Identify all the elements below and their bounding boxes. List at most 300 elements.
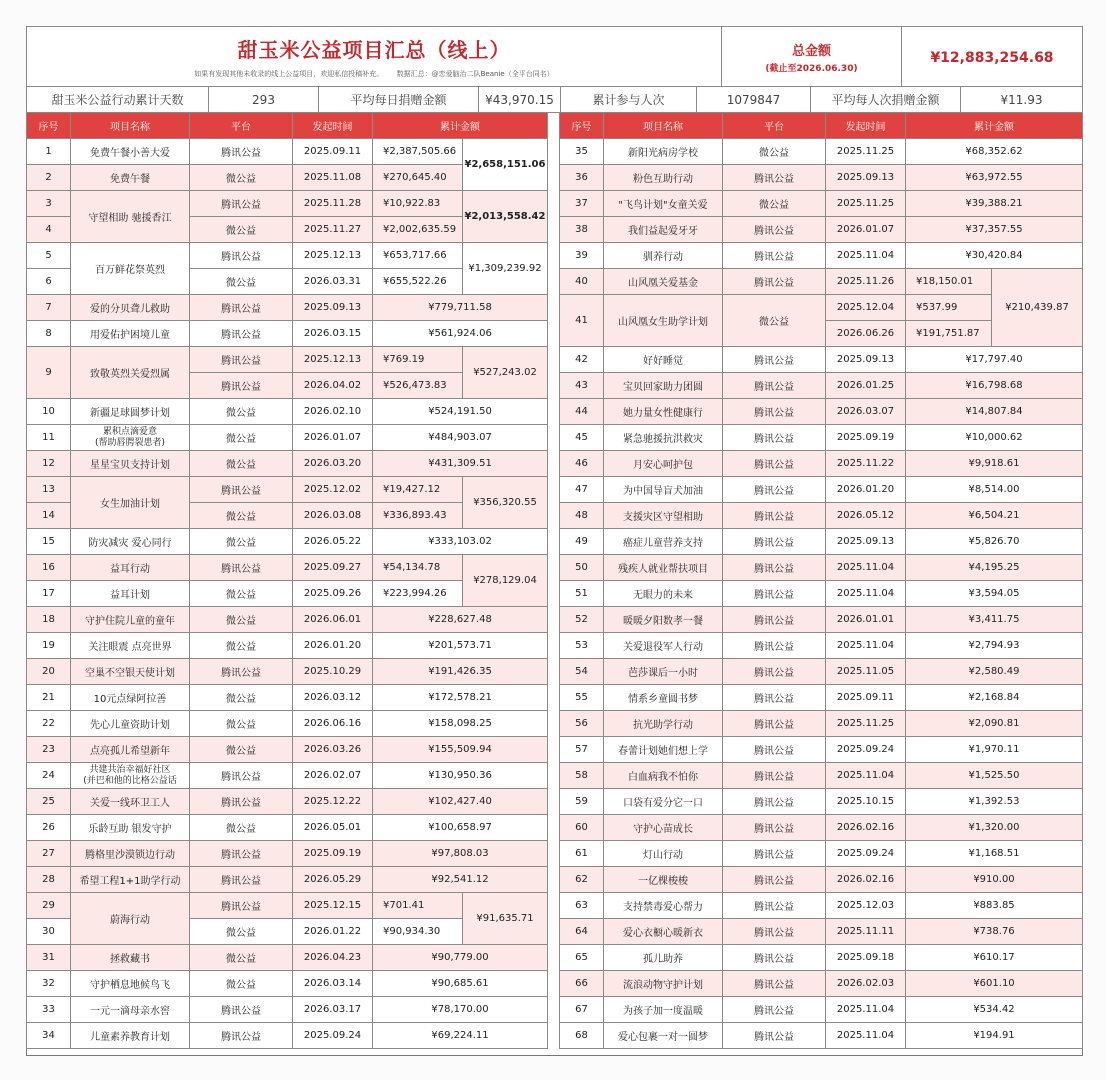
table-row (560, 243, 1083, 269)
project-name (604, 139, 723, 165)
project-name (71, 165, 190, 191)
project-name-text: 紧急驰援抗洪救灾 (623, 434, 703, 445)
project-name (71, 971, 190, 997)
start-date: 2026.01.01 (826, 607, 906, 633)
amount: ¥63,972.55 (906, 165, 1083, 191)
table-row (27, 607, 548, 633)
row-number: 66 (560, 971, 604, 997)
project-name (604, 191, 723, 217)
row-number: 48 (560, 503, 604, 529)
start-date: 2025.09.11 (826, 685, 906, 711)
project-name (604, 997, 723, 1023)
start-date: 2025.10.29 (293, 659, 373, 685)
platform: 微公益 (723, 295, 826, 347)
project-name (71, 763, 190, 789)
platform: 微公益 (190, 633, 293, 659)
start-date: 2026.02.03 (826, 971, 906, 997)
table-row (27, 841, 548, 867)
start-date: 2026.03.08 (293, 503, 373, 529)
project-name-text: 月安心呵护包 (633, 460, 693, 471)
project-name-text: 关爱一线环卫工人 (90, 798, 170, 809)
project-name (604, 607, 723, 633)
project-name (604, 815, 723, 841)
table-row (27, 477, 548, 503)
amount: ¥18,150.01 (906, 269, 992, 295)
project-name-text: 百万鲜花祭英烈 (95, 265, 165, 276)
table-row (560, 425, 1083, 451)
platform: 腾讯公益 (723, 841, 826, 867)
amount: ¥194.91 (906, 1023, 1083, 1049)
row-number: 52 (560, 607, 604, 633)
amount: ¥484,903.07 (373, 425, 548, 451)
stats-table (26, 86, 1083, 113)
row-number: 39 (560, 243, 604, 269)
table-row (27, 425, 548, 451)
start-date: 2026.02.16 (826, 867, 906, 893)
project-name (604, 581, 723, 607)
project-name-text: 免费午餐 (110, 174, 150, 185)
start-date: 2025.09.13 (826, 165, 906, 191)
platform: 微公益 (190, 607, 293, 633)
platform: 腾讯公益 (190, 1023, 293, 1049)
start-date: 2026.03.12 (293, 685, 373, 711)
project-name (604, 451, 723, 477)
column-header: 序号 (27, 113, 71, 139)
row-number: 4 (27, 217, 71, 243)
start-date: 2025.11.05 (826, 659, 906, 685)
project-name (71, 295, 190, 321)
table-row (27, 633, 548, 659)
row-number: 20 (27, 659, 71, 685)
project-name (604, 555, 723, 581)
amount: ¥2,002,635.59 (373, 217, 463, 243)
table-row (27, 399, 548, 425)
platform: 腾讯公益 (723, 243, 826, 269)
project-name-text: 星星宝贝支持计划 (90, 460, 170, 471)
platform: 腾讯公益 (723, 945, 826, 971)
table-row (560, 1023, 1083, 1049)
start-date: 2026.03.26 (293, 737, 373, 763)
project-name (604, 893, 723, 919)
start-date: 2026.04.02 (293, 373, 373, 399)
amount: ¥158,098.25 (373, 711, 548, 737)
table-row (27, 763, 548, 789)
project-name-text: 灯山行动 (643, 850, 683, 861)
platform: 腾讯公益 (723, 451, 826, 477)
start-date: 2025.11.04 (826, 633, 906, 659)
start-date: 2025.11.04 (826, 763, 906, 789)
amount: ¥172,578.21 (373, 685, 548, 711)
row-number: 36 (560, 165, 604, 191)
amount: ¥1,525.50 (906, 763, 1083, 789)
platform: 微公益 (190, 919, 293, 945)
start-date: 2025.12.04 (826, 295, 906, 321)
platform: 腾讯公益 (190, 477, 293, 503)
amount: ¥191,751.87 (906, 321, 992, 347)
project-name (604, 711, 723, 737)
row-number: 30 (27, 919, 71, 945)
row-number: 40 (560, 269, 604, 295)
platform: 腾讯公益 (723, 269, 826, 295)
table-row (560, 633, 1083, 659)
column-header: 项目名称 (604, 113, 723, 139)
row-number: 3 (27, 191, 71, 217)
start-date: 2025.11.04 (826, 243, 906, 269)
row-number: 37 (560, 191, 604, 217)
project-name-text: 为中国导盲犬加油 (623, 486, 703, 497)
row-number: 11 (27, 425, 71, 451)
start-date: 2026.02.07 (293, 763, 373, 789)
platform: 腾讯公益 (723, 711, 826, 737)
start-date: 2026.05.22 (293, 529, 373, 555)
people-label: 累计参与人次 (561, 87, 697, 113)
project-name-text: 一亿棵梭梭 (638, 876, 688, 887)
project-name (71, 555, 190, 581)
row-number: 8 (27, 321, 71, 347)
table-row (560, 737, 1083, 763)
amount: ¥1,392.53 (906, 789, 1083, 815)
row-number: 24 (27, 763, 71, 789)
project-name-text: 希望工程1+1助学行动 (79, 876, 181, 887)
project-name (71, 191, 190, 243)
project-name (71, 139, 190, 165)
project-name-text: 情系乡童圆书梦 (628, 694, 698, 705)
table-row (27, 737, 548, 763)
amount: ¥5,826.70 (906, 529, 1083, 555)
platform: 腾讯公益 (723, 529, 826, 555)
table-row (27, 815, 548, 841)
note-right: 数据汇总：@恋爱脑治二队Beanie（全平台同名） (396, 70, 554, 78)
platform: 腾讯公益 (723, 971, 826, 997)
row-number: 47 (560, 477, 604, 503)
platform: 腾讯公益 (723, 789, 826, 815)
project-name (604, 243, 723, 269)
row-number: 43 (560, 373, 604, 399)
amount: ¥883.85 (906, 893, 1083, 919)
platform: 腾讯公益 (190, 347, 293, 373)
project-name-text: 防灾减灾 爱心同行 (88, 538, 172, 549)
project-name (71, 243, 190, 295)
table-row (560, 139, 1083, 165)
project-name (71, 425, 190, 451)
project-name (604, 763, 723, 789)
table-row (27, 893, 548, 919)
table-row (560, 815, 1083, 841)
amount: ¥336,893.43 (373, 503, 463, 529)
platform: 微公益 (190, 269, 293, 295)
row-number: 15 (27, 529, 71, 555)
platform: 微公益 (723, 191, 826, 217)
row-number: 49 (560, 529, 604, 555)
group-total: ¥1,309,239.92 (463, 243, 548, 295)
row-number: 13 (27, 477, 71, 503)
project-name-text: 驯养行动 (643, 252, 683, 263)
amount: ¥17,797.40 (906, 347, 1083, 373)
start-date: 2026.04.23 (293, 945, 373, 971)
amount: ¥102,427.40 (373, 789, 548, 815)
column-header: 序号 (560, 113, 604, 139)
total-date: (截止至2026.06.30) (765, 63, 858, 74)
start-date: 2025.09.19 (826, 425, 906, 451)
start-date: 2026.03.07 (826, 399, 906, 425)
project-name (604, 633, 723, 659)
amount: ¥97,808.03 (373, 841, 548, 867)
amount: ¥3,411.75 (906, 607, 1083, 633)
project-name-text: 腾格里沙漠锁边行动 (85, 850, 175, 861)
amount: ¥270,645.40 (373, 165, 463, 191)
start-date: 2025.11.08 (293, 165, 373, 191)
people-value: 1079847 (697, 87, 811, 113)
project-name (71, 1023, 190, 1049)
daily-label: 平均每日捐赠金额 (319, 87, 479, 113)
project-name-text: 白血病我不怕你 (628, 772, 698, 783)
row-number: 31 (27, 945, 71, 971)
table-row (560, 685, 1083, 711)
project-name (71, 737, 190, 763)
project-name (71, 633, 190, 659)
row-number: 56 (560, 711, 604, 737)
project-name (71, 789, 190, 815)
project-name-text: 山风凰女生助学计划 (618, 317, 708, 328)
project-name (604, 867, 723, 893)
platform: 腾讯公益 (723, 659, 826, 685)
row-number: 58 (560, 763, 604, 789)
table-row (560, 373, 1083, 399)
project-name (604, 685, 723, 711)
amount: ¥92,541.12 (373, 867, 548, 893)
amount: ¥4,195.25 (906, 555, 1083, 581)
start-date: 2026.02.10 (293, 399, 373, 425)
project-name-text: 支持禁毒爱心帮力 (623, 902, 703, 913)
amount: ¥10,922.83 (373, 191, 463, 217)
row-number: 46 (560, 451, 604, 477)
row-number: 22 (27, 711, 71, 737)
project-name-text: 益耳行动 (110, 564, 150, 575)
table-row (560, 529, 1083, 555)
project-name-text: 致敬英烈关爱烈属 (90, 369, 170, 380)
platform: 腾讯公益 (723, 997, 826, 1023)
header-table (26, 26, 1083, 87)
platform: 腾讯公益 (190, 243, 293, 269)
start-date: 2026.06.26 (826, 321, 906, 347)
amount: ¥769.19 (373, 347, 463, 373)
project-name (71, 893, 190, 945)
start-date: 2025.09.24 (293, 1023, 373, 1049)
start-date: 2026.01.22 (293, 919, 373, 945)
project-name (604, 503, 723, 529)
project-name (604, 347, 723, 373)
project-name-text: 一元一滴母亲水窖 (90, 1006, 170, 1017)
amount: ¥601.10 (906, 971, 1083, 997)
project-name-text: 累积点滴爱意 (帮助唇腭裂患者) (94, 426, 166, 448)
platform: 腾讯公益 (723, 581, 826, 607)
total-label-cell (722, 27, 902, 87)
project-name (604, 269, 723, 295)
platform: 微公益 (190, 945, 293, 971)
amount: ¥2,794.93 (906, 633, 1083, 659)
project-name-text: 守护住院儿童的童年 (85, 616, 175, 627)
project-name (71, 997, 190, 1023)
start-date: 2025.09.26 (293, 581, 373, 607)
project-name-text: 关爱退役军人行动 (623, 642, 703, 653)
row-number: 44 (560, 399, 604, 425)
platform: 腾讯公益 (190, 841, 293, 867)
table-row (560, 503, 1083, 529)
start-date: 2025.12.13 (293, 243, 373, 269)
platform: 腾讯公益 (723, 815, 826, 841)
table-row (27, 529, 548, 555)
row-number: 50 (560, 555, 604, 581)
platform: 微公益 (723, 139, 826, 165)
amount: ¥610.17 (906, 945, 1083, 971)
row-number: 21 (27, 685, 71, 711)
platform: 腾讯公益 (723, 399, 826, 425)
project-name-text: 口袋有爱分它一口 (623, 798, 703, 809)
row-number: 6 (27, 269, 71, 295)
table-row (27, 789, 548, 815)
start-date: 2025.09.24 (826, 737, 906, 763)
platform: 腾讯公益 (723, 555, 826, 581)
page-title: 甜玉米公益项目汇总（线上） (237, 38, 511, 62)
start-date: 2025.10.15 (826, 789, 906, 815)
project-name-text: 乐龄互助 银发守护 (88, 824, 172, 835)
amount: ¥655,522.26 (373, 269, 463, 295)
amount: ¥534.42 (906, 997, 1083, 1023)
amount: ¥1,970.11 (906, 737, 1083, 763)
amount: ¥2,387,505.66 (373, 139, 463, 165)
row-number: 65 (560, 945, 604, 971)
platform: 腾讯公益 (723, 425, 826, 451)
start-date: 2026.06.01 (293, 607, 373, 633)
amount: ¥1,168.51 (906, 841, 1083, 867)
group-total: ¥278,129.04 (463, 555, 548, 607)
column-header: 累计金额 (906, 113, 1083, 139)
days-label: 甜玉米公益行动累计天数 (27, 87, 209, 113)
platform: 微公益 (190, 815, 293, 841)
row-number: 5 (27, 243, 71, 269)
total-value: ¥12,883,254.68 (930, 49, 1054, 66)
row-number: 1 (27, 139, 71, 165)
start-date: 2025.11.25 (826, 139, 906, 165)
table-row (560, 997, 1083, 1023)
project-name-text: 宝贝回家助力团圆 (623, 382, 703, 393)
project-name-text: 点亮孤儿希望新年 (90, 746, 170, 757)
table-row (560, 399, 1083, 425)
platform: 微公益 (190, 399, 293, 425)
project-name (604, 217, 723, 243)
table-row (560, 477, 1083, 503)
daily-value: ¥43,970.15 (479, 87, 561, 113)
project-name-text: 守护心苗成长 (633, 824, 693, 835)
project-name-text: 爱的分贝聋儿救助 (90, 304, 170, 315)
table-row (27, 945, 548, 971)
row-number: 59 (560, 789, 604, 815)
platform: 腾讯公益 (190, 789, 293, 815)
project-name-text: 暖暖夕阳数孝一餐 (623, 616, 703, 627)
platform: 腾讯公益 (190, 191, 293, 217)
platform: 腾讯公益 (190, 295, 293, 321)
amount: ¥68,352.62 (906, 139, 1083, 165)
amount: ¥431,309.51 (373, 451, 548, 477)
amount: ¥90,779.00 (373, 945, 548, 971)
platform: 腾讯公益 (723, 685, 826, 711)
table-row (27, 243, 548, 269)
row-number: 55 (560, 685, 604, 711)
table-row (27, 685, 548, 711)
platform: 微公益 (190, 165, 293, 191)
row-number: 68 (560, 1023, 604, 1049)
table-row (27, 867, 548, 893)
amount: ¥19,427.12 (373, 477, 463, 503)
platform: 微公益 (190, 425, 293, 451)
start-date: 2025.09.11 (293, 139, 373, 165)
project-name-text: 用爱佑护困境儿童 (90, 330, 170, 341)
project-name (71, 581, 190, 607)
start-date: 2026.06.16 (293, 711, 373, 737)
start-date: 2025.11.28 (293, 191, 373, 217)
start-date: 2025.11.04 (826, 555, 906, 581)
platform: 腾讯公益 (723, 477, 826, 503)
platform: 微公益 (190, 711, 293, 737)
project-name (604, 789, 723, 815)
project-name (604, 971, 723, 997)
table-row (560, 945, 1083, 971)
amount: ¥54,134.78 (373, 555, 463, 581)
per-value: ¥11.93 (961, 87, 1083, 113)
platform: 腾讯公益 (190, 555, 293, 581)
project-name (71, 685, 190, 711)
start-date: 2025.09.13 (826, 529, 906, 555)
table-row (27, 1023, 548, 1049)
platform: 腾讯公益 (190, 139, 293, 165)
table-row (560, 347, 1083, 373)
table-row (27, 191, 548, 217)
start-date: 2025.12.03 (826, 893, 906, 919)
row-number: 51 (560, 581, 604, 607)
platform: 微公益 (190, 451, 293, 477)
project-name-text: 守望相助 驰援香江 (88, 213, 172, 224)
per-label: 平均每人次捐赠金额 (811, 87, 961, 113)
project-name-text: 好好睡觉 (643, 356, 683, 367)
amount: ¥910.00 (906, 867, 1083, 893)
start-date: 2025.11.27 (293, 217, 373, 243)
start-date: 2025.11.26 (826, 269, 906, 295)
row-number: 41 (560, 295, 604, 347)
row-number: 16 (27, 555, 71, 581)
start-date: 2026.01.25 (826, 373, 906, 399)
amount: ¥524,191.50 (373, 399, 548, 425)
amount: ¥653,717.66 (373, 243, 463, 269)
project-name (71, 711, 190, 737)
project-name-text: 残疾人就业帮扶项目 (618, 564, 708, 575)
row-number: 7 (27, 295, 71, 321)
row-number: 19 (27, 633, 71, 659)
amount: ¥6,504.21 (906, 503, 1083, 529)
amount: ¥8,514.00 (906, 477, 1083, 503)
platform: 腾讯公益 (723, 607, 826, 633)
amount: ¥90,685.61 (373, 971, 548, 997)
project-name-text: 山风凰关爱基金 (628, 278, 698, 289)
start-date: 2025.11.25 (826, 711, 906, 737)
project-name-text: 抗光助学行动 (633, 720, 693, 731)
platform: 腾讯公益 (723, 503, 826, 529)
amount: ¥3,594.05 (906, 581, 1083, 607)
row-number: 57 (560, 737, 604, 763)
platform: 腾讯公益 (723, 919, 826, 945)
start-date: 2026.01.20 (826, 477, 906, 503)
amount: ¥90,934.30 (373, 919, 463, 945)
table-row (27, 347, 548, 373)
